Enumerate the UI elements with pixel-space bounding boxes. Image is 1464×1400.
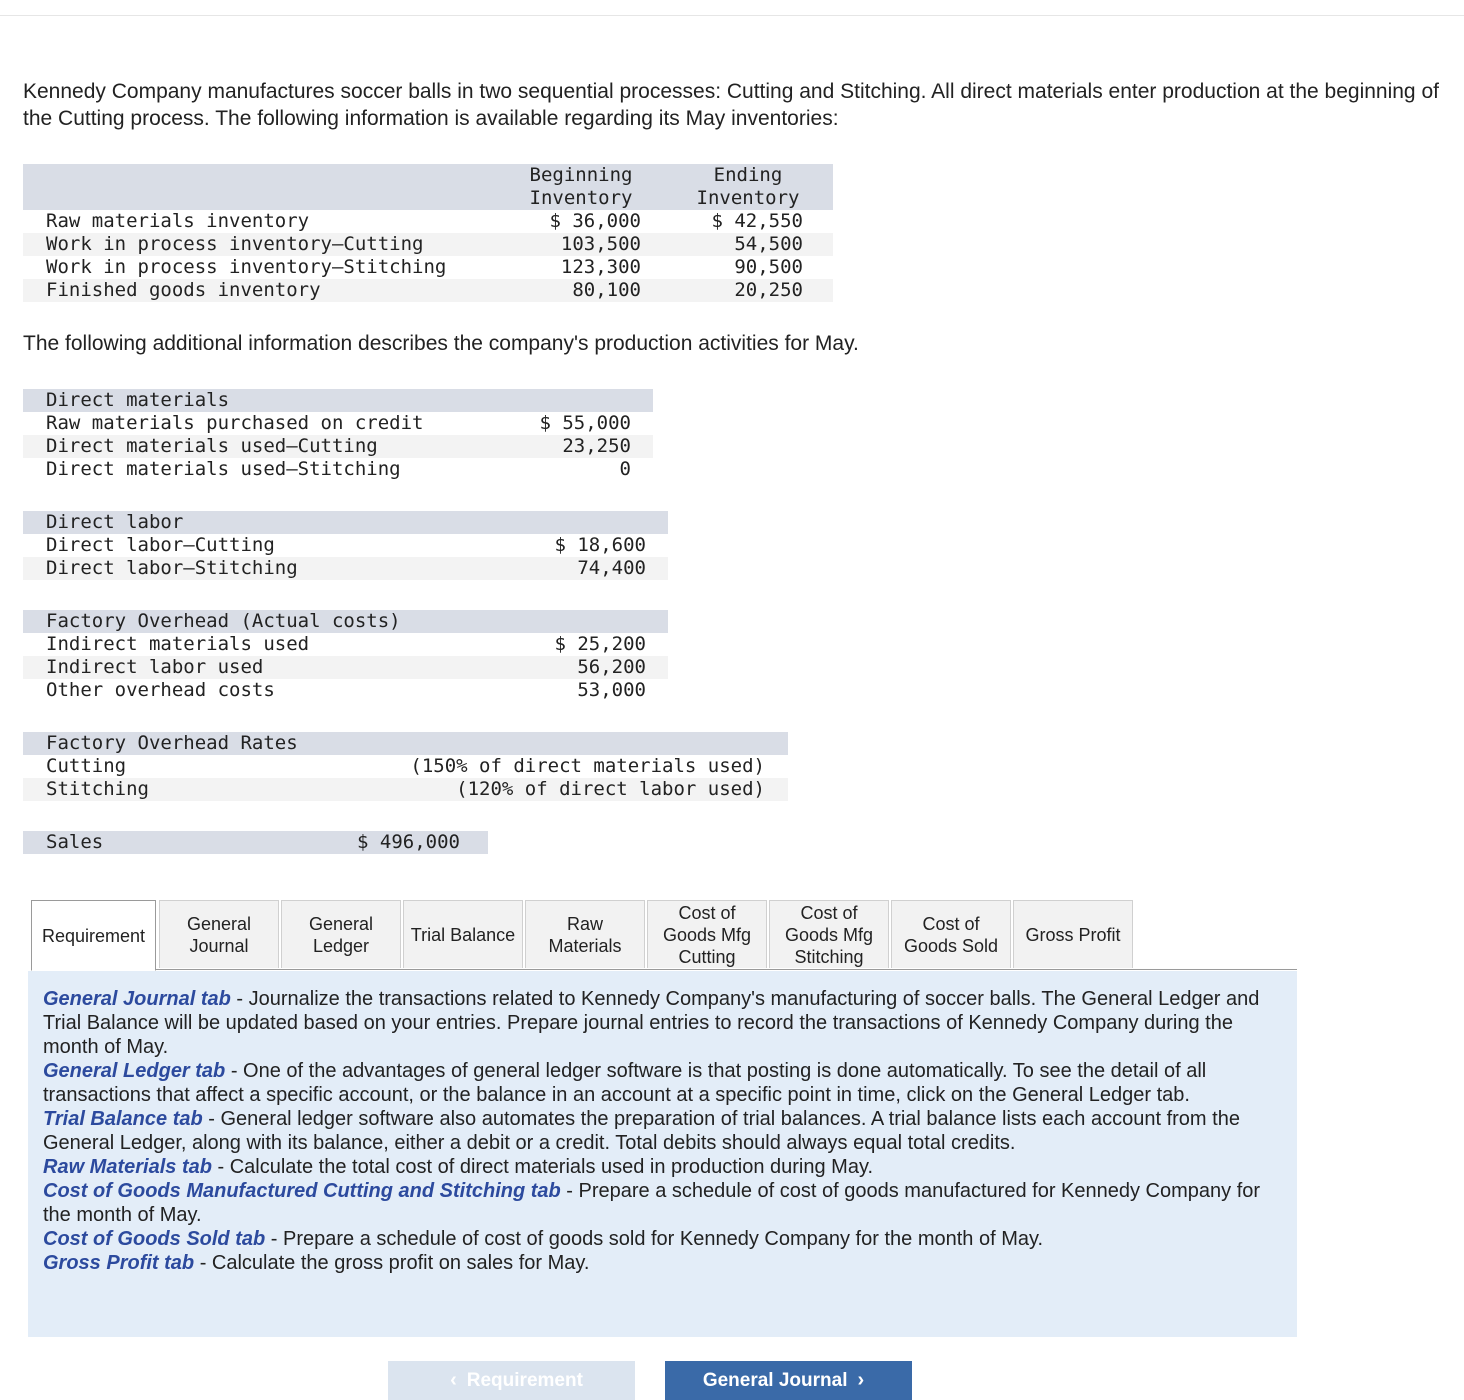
direct-labor-header: Direct labor [46,511,184,533]
tab-requirement[interactable]: Requirement [31,900,156,971]
inventory-row-begin: 80,100 [572,279,641,301]
table-row-label: Direct labor—Stitching [46,557,298,579]
table-row-value: (150% of direct materials used) [410,755,765,777]
chevron-left-icon: ‹ [450,1369,457,1391]
inventory-row-label: Finished goods inventory [46,279,321,301]
table-row-label: Indirect materials used [46,633,310,655]
table-row-value: $ 55,000 [539,412,631,434]
instruction-item: General Journal tab - Journalize the transactions related to Kennedy Company's manufacturing of soccer balls. The General Ledger and Trial Balance will be updated based on your entries. Prepare journal entries to record the transactions of Kennedy Company during the month of May. [43,988,1260,1058]
inventory-row-end: 54,500 [734,233,803,255]
table-row-value: (120% of direct labor used) [456,778,765,800]
inventory-row-label: Work in process inventory—Stitching [46,256,447,278]
inventory-row-begin: 123,300 [560,256,641,278]
col-beginning-inventory: Beginning Inventory [529,164,633,209]
tab-divider [31,969,1297,970]
instruction-item: Raw Materials tab - Calculate the total cost of direct materials used in production during May. [43,1156,874,1178]
table-row-value: 56,200 [577,656,646,678]
additional-info-paragraph: The following additional information describes the company's production activities for May. [23,332,859,355]
inventory-row-end: 20,250 [734,279,803,301]
sales-label: Sales [46,831,104,853]
tab-cost-of-goods-mfg-cutting[interactable]: Cost of Goods Mfg Cutting [647,900,767,968]
tab-trial-balance[interactable]: Trial Balance [403,900,523,968]
instruction-item: Cost of Goods Sold tab - Prepare a schedule of cost of goods sold for Kennedy Company for the month of May. [43,1228,1044,1250]
inventory-row-begin: $ 36,000 [549,210,641,232]
next-general-journal-button[interactable]: General Journal › [665,1361,912,1400]
instruction-item: General Ledger tab - One of the advantages of general ledger software is that posting is done automatically. To see the detail of all transactions that affect a specific account, or the balance in an account at a specific point in time, click on the General Ledger tab. [43,1060,1207,1106]
table-row-value: 74,400 [577,557,646,579]
inventory-row-label: Raw materials inventory [46,210,310,232]
table-row-value: 53,000 [577,679,646,701]
col-ending-inventory: Ending Inventory [696,164,800,209]
table-row-label: Stitching [46,778,149,800]
table-row-label: Other overhead costs [46,679,275,701]
tab-general-ledger[interactable]: General Ledger [281,900,401,968]
tab-general-journal[interactable]: General Journal [159,900,279,968]
prev-requirement-button[interactable]: ‹ Requirement [388,1361,635,1400]
instruction-item: Gross Profit tab - Calculate the gross profit on sales for May. [43,1252,590,1274]
table-row-label: Direct materials used—Cutting [46,435,378,457]
table-row-label: Direct labor—Cutting [46,534,275,556]
table-row-value: 0 [619,458,631,480]
sales-value: $ 496,000 [357,831,460,853]
top-divider [0,15,1464,16]
instruction-item: Trial Balance tab - General ledger software also automates the preparation of trial balances. A trial balance lists each account from the General Ledger, along with its balance, either a debit or a credit. Total debits should always equal total credits. [43,1108,1240,1154]
table-row-value: 23,250 [562,435,631,457]
table-row-label: Direct materials used—Stitching [46,458,401,480]
inventory-row-begin: 103,500 [560,233,641,255]
instructions-panel [28,971,1297,1337]
inventory-row-end: $ 42,550 [711,210,803,232]
direct-materials-header: Direct materials [46,389,230,411]
table-row-label: Raw materials purchased on credit [46,412,424,434]
inventory-row-label: Work in process inventory—Cutting [46,233,424,255]
overhead-rates-header: Factory Overhead Rates [46,732,298,754]
tab-gross-profit[interactable]: Gross Profit [1013,900,1133,968]
table-row-label: Indirect labor used [46,656,264,678]
tab-cost-of-goods-mfg-stitching[interactable]: Cost of Goods Mfg Stitching [769,900,889,968]
intro-paragraph: Kennedy Company manufactures soccer balls in two sequential processes: Cutting and Stitching. All direct materials enter production at the beginning of the Cutting process. The following information is available regarding its May inventories: [23,80,1439,130]
table-row-value: $ 25,200 [554,633,646,655]
instruction-item: Cost of Goods Manufactured Cutting and Stitching tab - Prepare a schedule of cost of goods manufactured for Kennedy Company for the month of May. [43,1180,1261,1226]
tab-raw-materials[interactable]: Raw Materials [525,900,645,968]
chevron-right-icon: › [857,1369,865,1391]
inventory-row-end: 90,500 [734,256,803,278]
factory-overhead-header: Factory Overhead (Actual costs) [46,610,401,632]
table-row-label: Cutting [46,755,127,777]
table-row-value: $ 18,600 [554,534,646,556]
tab-cost-of-goods-sold[interactable]: Cost of Goods Sold [891,900,1011,968]
